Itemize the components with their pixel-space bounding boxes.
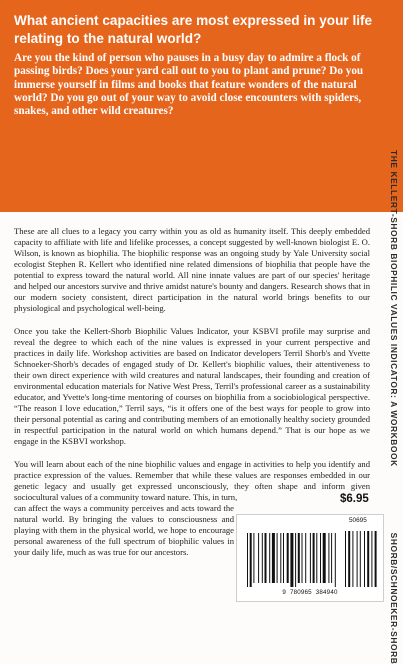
price-label: $6.95 [340,493,369,505]
barcode-digit-lead: 9 [282,589,287,596]
barcode-addon-bar [357,531,358,587]
barcode-bar [331,533,332,583]
barcode-bar [295,533,296,587]
barcode-addon-bar [348,531,350,587]
barcode-addon-bar [360,531,361,587]
barcode-addon-bar [371,531,372,587]
barcode-bar [323,533,326,583]
banner-questions: Are you the kind of person who pauses in a busy day to admire a flock of passing birds? Does your yard call out to you to plant and prune? Do you immerse yourself in films and books that feature wonders of the natural world? Do you go out of your way to avoid close encounters with spiders, snakes, and other wild creatures? [14,52,364,118]
barcode-bar [258,533,259,583]
barcode-bars [241,519,379,589]
barcode-bar [298,533,300,583]
barcode-bar [265,533,267,583]
barcode-digits-left: 780965 [289,589,312,596]
barcode-bar [247,533,248,587]
spine-title: THE KELLERT-SHORB BIOPHILIC VALUES INDICATOR: A WORKBOOK [389,150,399,467]
barcode-bar [250,533,252,587]
banner-heading: What ancient capacities are most expressed in your life relating to the natural world? [14,13,373,46]
barcode-bar [283,533,284,583]
barcode-digits [237,589,383,596]
paragraph-3: You will learn about each of the nine biophilic values and engage in activities to help you identify and practice expression of the values. Remember that while these values are responses embedded in our genetic legacy and usually get expressed unconsciously, they often shape and inform given sociocultural values of a community toward nature. This, in turn, [14,459,370,502]
barcode-bar [290,533,293,587]
barcode-bar [253,533,254,583]
barcode-bar [316,533,317,583]
barcode-bar [313,533,315,583]
barcode [236,514,384,602]
barcode-bar [328,533,329,583]
barcode-bar [302,533,303,583]
barcode-bar [262,533,263,583]
barcode-bar [305,533,306,583]
barcode-addon-bar [364,531,365,587]
barcode-bar [335,533,336,587]
barcode-bar [310,533,311,583]
spine-text [389,150,399,664]
barcode-bar [320,533,321,583]
barcode-bar [269,533,270,583]
paragraph-3-continued: can affect the ways a community perceives and acts toward the natural world. By bringing the values to consciousness and playing with them in the physical world, we hope to encourage personal awareness of the full spectrum of biophilic values in your daily life, much as was true for our ancestors. [14,503,234,557]
header-banner [0,0,403,212]
barcode-bar [272,533,275,583]
barcode-addon-bar [345,531,346,587]
paragraph-2: Once you take the Kellert-Shorb Biophilic Values Indicator, your KSBVI profile may surprise and reveal the degree to which each of the nine values is expressed in your current perspective and practices in daily life. Workshop activities are based on Indicator developers Terril Shorb's and Yvette Schnoeker-Shorb's decades of engaged study of Dr. Kellert's biophilic values, their attentiveness to their own direct experience with wild creatures and natural landscapes, their founding and creation of environmental education materials for Native West Press, Terril's professional career as a sustainability educator, and Yvette's long-time mentoring of courses on biophilia from a sociobiological perspective. “The reason I love education,” Terril says, “is it offers one of the best ways for people to grow into their personal potential as caring and contributing members of an emotionally healthy society grounded in respectful participation in the natural world on which humans depend.” That is our hope as we engage in the KSBVI workshop. [14,326,370,446]
barcode-bar [280,533,281,583]
barcode-bar [277,533,278,583]
spine-authors: SHORB/SCHNOEKER-SHORB [389,532,399,664]
paragraph-1: These are all clues to a legacy you carry within you as old as humanity itself. This deeply embedded capacity to affiliate with life and lifelike processes, a concept suggested by well-known biologist E. O. Wilson, is known as biophilia. The biophilic response was an ongoing study by Yale University social ecologist Stephen R. Kellert who identified nine related dimensions of biophilia that people have the potential to express toward the natural world. All nine innate values are part of our species' heritage and helped our ancestors survive and thrive amidst nature's bounty and dangers. Research shows that in our modern society consistent, direct participation in the natural world brings benefits to our physiological and psychological well-being. [14,226,370,313]
barcode-addon-bar [367,531,369,587]
barcode-bar [287,533,289,583]
barcode-addon-bar [352,531,353,587]
barcode-digits-right: 384940 [315,589,338,596]
barcode-addon-bar [375,531,377,587]
barcode-addon-number: 50695 [349,517,367,524]
spine [383,150,403,664]
